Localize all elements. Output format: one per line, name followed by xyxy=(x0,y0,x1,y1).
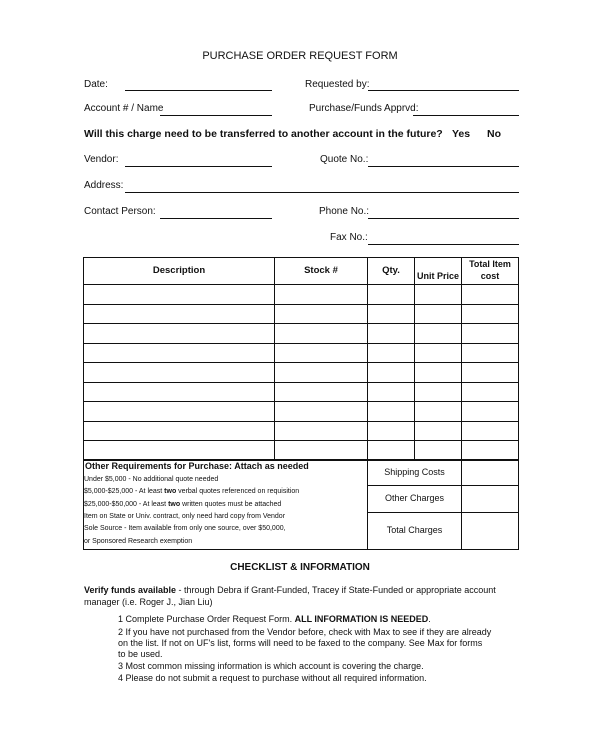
item-row-7-total-cell[interactable] xyxy=(461,401,519,422)
requirement-text: Sole Source - Item available from only one source, over $50,000, xyxy=(84,525,286,533)
item-row-2-stock-cell[interactable] xyxy=(274,304,368,324)
item-row-1-total-cell[interactable] xyxy=(461,284,519,305)
item1-text: 1 Complete Purchase Order Request Form. xyxy=(118,614,295,624)
item-row-2-description-cell[interactable] xyxy=(83,304,275,324)
address-label: Address: xyxy=(84,180,124,191)
quote-field[interactable] xyxy=(368,166,519,167)
requirement-line xyxy=(84,475,218,484)
account-field[interactable] xyxy=(160,115,272,116)
item-row-7-stock-cell[interactable] xyxy=(274,401,368,422)
item-row-6-total-cell[interactable] xyxy=(461,382,519,402)
total-header-line1: Total Item xyxy=(469,259,511,269)
vendor-field[interactable] xyxy=(125,166,272,167)
requirement-line xyxy=(84,537,192,546)
requirement-line xyxy=(84,512,285,521)
date-field[interactable] xyxy=(125,90,272,91)
checklist-item-2-line2: on the list. If not on UF's list, forms will need to be faxed to the company. See Max for forms xyxy=(118,638,483,648)
item-row-1-unit-price-cell[interactable] xyxy=(414,284,462,305)
item-row-9-unit-price-cell[interactable] xyxy=(414,440,462,461)
contact-label: Contact Person: xyxy=(84,206,156,217)
checklist-item-3: 3 Most common missing information is which account is covering the charge. xyxy=(118,661,424,671)
item1-bold: ALL INFORMATION IS NEEDED xyxy=(294,614,429,624)
item-row-3-qty-cell[interactable] xyxy=(367,323,415,344)
item-row-9-qty-cell[interactable] xyxy=(367,440,415,461)
total-charges-label: Total Charges xyxy=(386,525,443,535)
item-row-6-unit-price-cell[interactable] xyxy=(414,382,462,402)
item-row-3-description-cell[interactable] xyxy=(83,323,275,344)
item-row-9-stock-cell[interactable] xyxy=(274,440,368,461)
requested-by-label: Requested by: xyxy=(305,79,370,90)
transfer-question: Will this charge need to be transferred to another account in the future? xyxy=(84,128,443,140)
transfer-yes-option[interactable]: Yes xyxy=(452,128,471,140)
verify-funds-line xyxy=(84,585,496,596)
item-row-8-qty-cell[interactable] xyxy=(367,421,415,441)
item-row-3-unit-price-cell[interactable] xyxy=(414,323,462,344)
item-row-4-stock-cell[interactable] xyxy=(274,343,368,363)
item-row-8-unit-price-cell[interactable] xyxy=(414,421,462,441)
requirement-text: or Sponsored Research exemption xyxy=(84,537,193,545)
requirement-line xyxy=(84,524,286,533)
item-row-5-unit-price-cell[interactable] xyxy=(414,362,462,383)
requirement-text: Under $5,000 - No additional quote needed xyxy=(84,476,219,483)
total-charges-value[interactable] xyxy=(461,512,519,550)
item-row-2-total-cell[interactable] xyxy=(461,304,519,324)
verify-funds-line2: manager (i.e. Roger J., Jian Liu) xyxy=(84,597,213,607)
checklist-item-2-line1: 2 If you have not purchased from the Vendor before, check with Max to see if they are already xyxy=(118,627,492,637)
approved-label: Purchase/Funds Apprvd: xyxy=(309,103,419,114)
item-row-1-description-cell[interactable] xyxy=(83,284,275,305)
item-row-6-qty-cell[interactable] xyxy=(367,382,415,402)
item-row-6-description-cell[interactable] xyxy=(83,382,275,402)
item-row-4-qty-cell[interactable] xyxy=(367,343,415,363)
other-charges-label: Other Charges xyxy=(384,493,445,503)
requirement-bold: two xyxy=(164,488,177,496)
checklist-item-4: 4 Please do not submit a request to purchase without all required information. xyxy=(118,673,427,683)
item1-post: . xyxy=(428,614,431,624)
item-row-7-qty-cell[interactable] xyxy=(367,401,415,422)
verify-funds-bold: Verify funds available xyxy=(84,585,177,595)
phone-label: Phone No.: xyxy=(319,206,370,217)
item-row-1-qty-cell[interactable] xyxy=(367,284,415,305)
requirement-text: $25,000-$50,000 - At least xyxy=(84,500,169,508)
address-field[interactable] xyxy=(125,192,519,193)
item-row-4-description-cell[interactable] xyxy=(83,343,275,363)
item-row-4-unit-price-cell[interactable] xyxy=(414,343,462,363)
contact-field[interactable] xyxy=(160,218,272,219)
item-row-6-stock-cell[interactable] xyxy=(274,382,368,402)
requirement-text-post: written quotes must be attached xyxy=(180,500,282,508)
shipping-costs-value[interactable] xyxy=(461,459,519,486)
item-row-7-unit-price-cell[interactable] xyxy=(414,401,462,422)
approved-field[interactable] xyxy=(413,115,519,116)
other-charges-value[interactable] xyxy=(461,485,519,513)
requirement-text: Item on State or Univ. contract, only need hard copy from Vendor xyxy=(84,512,286,520)
requirement-bold: two xyxy=(168,500,181,508)
requirement-line xyxy=(84,500,281,509)
item-row-8-description-cell[interactable] xyxy=(83,421,275,441)
shipping-costs-label: Shipping Costs xyxy=(384,467,445,477)
verify-funds-text: - through Debra if Grant-Funded, Tracey if State-Funded or appropriate account xyxy=(176,585,496,595)
item-row-8-stock-cell[interactable] xyxy=(274,421,368,441)
item-row-8-total-cell[interactable] xyxy=(461,421,519,441)
item-row-1-stock-cell[interactable] xyxy=(274,284,368,305)
total-header-line2: cost xyxy=(480,271,500,281)
item-row-9-total-cell[interactable] xyxy=(461,440,519,461)
requirements-heading: Other Requirements for Purchase: Attach as needed xyxy=(85,461,309,471)
item-row-2-qty-cell[interactable] xyxy=(367,304,415,324)
checklist-item-1 xyxy=(118,614,431,625)
qty-header: Qty. xyxy=(382,265,400,276)
vendor-label: Vendor: xyxy=(84,154,119,165)
requirement-text-post: verbal quotes referenced on requisition xyxy=(176,488,300,496)
item-row-7-description-cell[interactable] xyxy=(83,401,275,422)
date-label: Date: xyxy=(84,79,108,90)
fax-label: Fax No.: xyxy=(330,232,368,243)
requirement-text: $5,000-$25,000 - At least xyxy=(84,488,165,496)
phone-field[interactable] xyxy=(368,218,519,219)
item-row-3-stock-cell[interactable] xyxy=(274,323,368,344)
unit-price-header: Unit Price xyxy=(416,271,459,281)
requested-by-field[interactable] xyxy=(368,90,519,91)
item-row-5-total-cell[interactable] xyxy=(461,362,519,383)
fax-field[interactable] xyxy=(368,244,519,245)
item-row-3-total-cell[interactable] xyxy=(461,323,519,344)
item-row-9-description-cell[interactable] xyxy=(83,440,275,461)
form-title: PURCHASE ORDER REQUEST FORM xyxy=(202,50,398,62)
account-label: Account # / Name xyxy=(84,103,164,114)
item-row-2-unit-price-cell[interactable] xyxy=(414,304,462,324)
item-row-5-qty-cell[interactable] xyxy=(367,362,415,383)
item-row-5-description-cell[interactable] xyxy=(83,362,275,383)
requirement-line xyxy=(84,487,299,496)
item-row-5-stock-cell[interactable] xyxy=(274,362,368,383)
checklist-heading: CHECKLIST & INFORMATION xyxy=(230,562,370,573)
checklist-item-2-line3: to be used. xyxy=(118,649,163,659)
transfer-no-option[interactable]: No xyxy=(487,128,501,140)
quote-label: Quote No.: xyxy=(320,154,369,165)
item-row-4-total-cell[interactable] xyxy=(461,343,519,363)
stock-header: Stock # xyxy=(304,265,338,276)
description-header: Description xyxy=(152,265,206,276)
